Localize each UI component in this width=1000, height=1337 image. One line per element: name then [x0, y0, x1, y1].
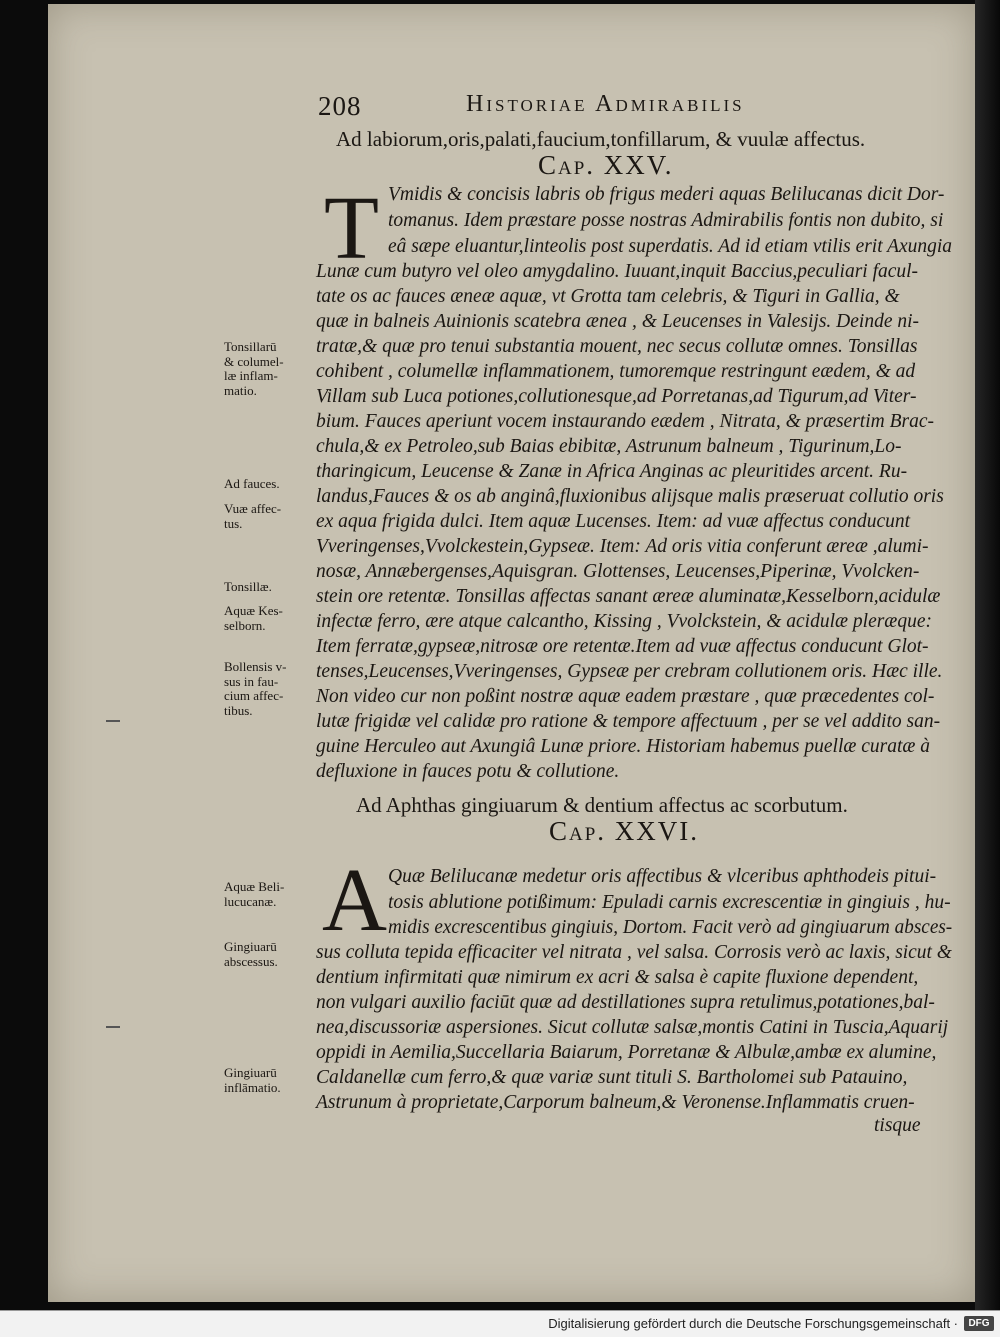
margin-note: Bollensis v- sus in fau- cium affec- tibus.	[224, 659, 287, 718]
text-line: infectæ ferro, ære atque calcantho, Kissing , Vvolckstein, & acidulæ pleræque:	[316, 611, 932, 632]
text-line: quæ in balneis Auinionis scatebra ænea , & Leucenses in Valesijs. Deinde ni-	[316, 311, 920, 332]
text-line: midis excrescentibus gingiuis, Dortom. Facit verò ad gingiuarum absces-	[388, 917, 953, 938]
text-line: cohibent , columellæ inflammationem, tumoremque restringunt eædem, & ad	[316, 361, 916, 382]
text-line: nea,discussoriæ aspersiones. Sicut collutæ salsæ,montis Catini in Tuscia,Aquarij	[316, 1017, 949, 1038]
text-line: guine Herculeo aut Axungiâ Lunæ priore. Historiam habemus puellæ curatæ à	[316, 736, 931, 757]
page-edge-mark	[106, 1026, 120, 1028]
text-line: chula,& ex Petroleo,sub Baias ebibitæ, Astrunum balneum , Tigurinum,Lo-	[316, 436, 902, 457]
text-line: lutæ frigidæ vel calidæ pro ratione & tempore affectuum , per se vel addito san-	[316, 711, 941, 732]
text-line: tharingicum, Leucense & Zanæ in Africa Anginas ac pleuritides arcent. Ru-	[316, 461, 908, 482]
text-line: dentium infirmitati quæ nimirum ex acri & salsa è capite fluxione dependent,	[316, 967, 919, 988]
drop-cap: T	[324, 179, 379, 278]
text-line: Non video cur non poßint nostræ aquæ eadem præstare , quæ præcedentes col-	[316, 686, 935, 707]
text-line: Astrunum à proprietate,Carporum balneum,& Veronense.Inflammatis cruen-	[316, 1092, 915, 1113]
text-line: tosis ablutione potißimum: Epuladi carnis excrescentiæ in gingiuis , hu-	[388, 892, 951, 913]
text-line: Villam sub Luca potiones,collutionesque,ad Porretanas,ad Tigurum,ad Viter-	[316, 386, 917, 407]
chapter-number: Cap. XXV.	[538, 150, 674, 180]
book-gutter	[975, 0, 1000, 1310]
text-line: Item ferratæ,gypseæ,nitrosæ ore retentæ.Item ad vuæ affectus conducunt Glot-	[316, 636, 929, 657]
text-line: tratæ,& quæ pro tenui substantia mouent, nec secus collutæ omnes. Tonsillas	[316, 336, 918, 357]
chapter-number: Cap. XXVI.	[549, 816, 700, 846]
drop-cap: A	[322, 851, 387, 950]
text-line: eâ sæpe eluantur,linteolis post superdatis. Ad id etiam vtilis erit Axungia	[388, 236, 952, 257]
text-line: Caldanellæ cum ferro,& quæ variæ sunt tituli S. Bartholomei sub Patauino,	[316, 1067, 908, 1088]
text-line: tate os ac fauces æneæ aquæ, vt Grotta tam celebris, & Tiguri in Gallia, &	[316, 286, 900, 307]
text-line: defluxione in fauces potu & collutione.	[316, 761, 620, 782]
catchword: tisque	[874, 1115, 921, 1136]
text-line: Vveringenses,Vvolckestein,Gypseæ. Item: Ad oris vitia conferunt æreæ ,alumi-	[316, 536, 929, 557]
text-line: nosæ, Annæbergenses,Aquisgran. Glottenses, Leucenses,Piperinæ, Vvolcken-	[316, 561, 920, 582]
page-number: 208	[318, 91, 362, 121]
text-line: tenses,Leucenses,Vveringenses, Gypseæ per crebram collutionem oris. Hæc ille.	[316, 661, 943, 682]
text-line: non vulgari auxilio faciūt quæ ad destillationes supra retulimus,potationes,bal-	[316, 992, 935, 1013]
funding-notice: Digitalisierung gefördert durch die Deutsche Forschungsgemeinschaft ·	[548, 1316, 958, 1331]
page-edge-mark	[106, 720, 120, 722]
dfg-logo-icon: DFG	[964, 1316, 994, 1331]
chapter-title: Ad Aphthas gingiuarum & dentium affectus ac scorbutum.	[356, 793, 848, 817]
margin-note: Tonsillarū & columel- læ inflam- matio.	[224, 339, 284, 398]
text-line: sus colluta tepida efficaciter vel nitrata , vel salsa. Corrosis verò ac laxis, sicut &	[316, 942, 952, 963]
margin-note: Vuæ affec- tus.	[224, 501, 282, 531]
running-title: Historiae Admirabilis	[466, 91, 745, 117]
text-line: landus,Fauces & os ab anginâ,fluxionibus alijsque malis præseruat collutio oris	[316, 486, 944, 507]
footer-bar	[0, 1310, 1000, 1337]
text-line: Lunæ cum butyro vel oleo amygdalino. Iuuant,inquit Baccius,peculiari facul-	[316, 261, 919, 282]
text-line: ex aqua frigida dulci. Item aquæ Lucenses. Item: ad vuæ affectus conducunt	[316, 511, 911, 532]
text-line: Quæ Belilucanæ medetur oris affectibus & vlceribus aphthodeis pitui-	[388, 866, 937, 887]
text-line: bium. Fauces aperiunt vocem instaurando eædem , Nitrata, & præsertim Brac-	[316, 411, 934, 432]
margin-note: Aquæ Beli- lucucanæ.	[224, 879, 285, 909]
text-line: oppidi in Aemilia,Succellaria Baiarum, Porretanæ & Albulæ,ambæ ex alumine,	[316, 1042, 937, 1063]
text-line: tomanus. Idem præstare posse nostras Admirabilis fontis non dubito, si	[388, 210, 944, 231]
text-line: stein ore retentæ. Tonsillas affectas sanant æreæ aluminatæ,Kesselborn,acidulæ	[316, 586, 941, 607]
chapter-title: Ad labiorum,oris,palati,faucium,tonfillarum, & vuulæ affectus.	[336, 127, 866, 151]
margin-note: Ad fauces.	[224, 476, 280, 491]
text-line: Vmidis & concisis labris ob frigus mederi aquas Belilucanas dicit Dor-	[388, 184, 945, 205]
margin-note: Tonsillæ.	[224, 579, 272, 594]
margin-note: Gingiuarū inflāmatio.	[224, 1065, 281, 1095]
margin-note: Gingiuarū abscessus.	[224, 939, 278, 969]
margin-note: Aquæ Kes- selborn.	[224, 603, 283, 633]
